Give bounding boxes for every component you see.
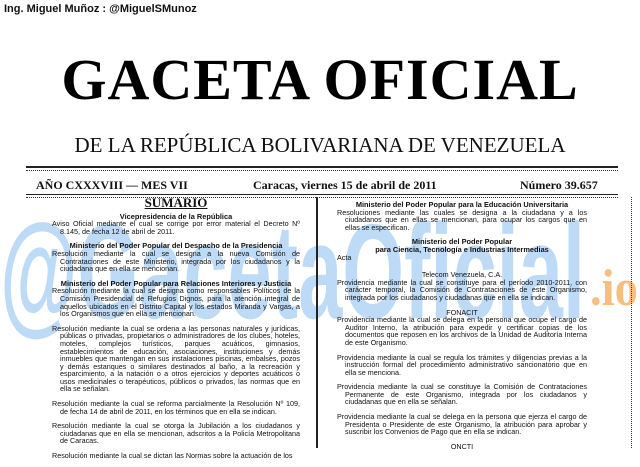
section-title: Ministerio del Poder Popular para Relaciones Interiores y Justicia xyxy=(60,278,292,288)
right-column xyxy=(337,201,587,450)
year-month: AÑO CXXXVIII — MES VII xyxy=(36,178,188,192)
summary-item: Resolución mediante la cual se designa a la nueva Comisión de Contrataciones de este Ministerio, integrada por los ciudadanos y la ciudadana que en ella se mencionan. xyxy=(52,248,300,274)
summary-item: Providencia mediante la cual se delega en la persona que ocupe el cargo de Auditor Interno, la atribución para expedir y certificar copias de los documentos que reposen en los archivos de la Unidad de Auditoría Interna de este Organismo. xyxy=(337,315,587,347)
summary-item: Providencia mediante la cual se constituye para el período 2010-2011, con carácter temporal, la Comisión de Contrataciones de este Organismo, integrada por los ciudadanos y ciudadanas que en ella se indican. xyxy=(337,277,587,302)
summary-item: Resolución mediante la cual se ordena a las personas naturales y jurídicas, públicas o privadas, propietarios o administradores de los clubes, hoteles, moteles, complejos turísticos, parques acuáticos, gimnasios, establecimientos de educación, asociaciones, instituciones y demás inmuebles que mantengan en sus instalaciones piscinas, embalses, pozos y demás estanques o similares destinados al baño, a la recreación y esparcimiento, a la natación o a otros ejercicios y deportes acuáticos o usos medicinales o terapéuticos, públicos o privados, las normas que en ella se señalan. xyxy=(52,323,300,394)
divider xyxy=(26,166,618,168)
section-title: Vicepresidencia de la República xyxy=(119,211,233,221)
svg-text:@GacetaOficial: @GacetaOficial xyxy=(0,200,585,340)
summary-item: Resolución mediante la cual se dictan las Normas sobre la actuación de los xyxy=(52,451,293,461)
summary-item: Providencia mediante la cual se delega en la persona que ejerza el cargo de Presidenta o Presidente de este Organismo, la atribución para aprobar y suscribir los Convenios de Pago que en ella se indican. xyxy=(337,412,587,437)
entity-title: Telecom Venezuela, C.A. xyxy=(421,270,503,280)
left-column xyxy=(52,195,300,467)
summary-item: Resolución mediante la cual se otorga la Jubilación a los ciudadanos y ciudadanas que en ella se mencionan, adscritos a la Policía Metropolitana de Caracas. xyxy=(52,421,300,446)
divider xyxy=(26,194,618,195)
summary-item: Resoluciones mediante las cuales se designa a la ciudadana y a los ciudadanos que en ellas se mencionan, para ocupar los cargos que en ellas se especifican. xyxy=(337,207,587,232)
entity-title: FONACIT xyxy=(446,307,478,317)
section-title: Ministerio del Poder Popular del Despacho de la Presidencia xyxy=(69,241,283,251)
section-title: para Ciencia, Tecnología e Industrias Intermedias xyxy=(375,244,549,254)
svg-text:.io: .io xyxy=(590,260,638,317)
divider xyxy=(26,197,618,198)
masthead-title: GACETA OFICIAL xyxy=(61,47,579,112)
issue-number: Número 39.657 xyxy=(520,178,598,192)
author-credit: Ing. Miguel Muñoz : @MiguelSMunoz xyxy=(4,3,197,15)
column-divider xyxy=(316,197,318,448)
page-edge xyxy=(631,197,632,448)
summary-item: Resolución mediante la cual se designa como responsables Políticos de la Comisión Presidencial de Refugios Dignos, para la atención integral de aquellos ubicados en el Distrito Capital y los estados Miranda y Vargas, a los Organismos que en ella se mencionan. xyxy=(52,286,300,319)
section-title: Ministerio del Poder Popular para la Educación Universitaria xyxy=(355,200,569,209)
summary-item: Aviso Oficial mediante el cual se corrige por error material el Decreto Nº 8.145, de fecha 12 de abril de 2011. xyxy=(52,219,300,236)
masthead-subtitle: DE LA REPÚBLICA BOLIVARIANA DE VENEZUELA xyxy=(74,133,566,157)
section-title: Ministerio del Poder Popular xyxy=(411,237,513,247)
summary-item: Providencia mediante la cual se regula los trámites y diligencias previas a la instrucción formal del procedimiento administrativo sancionatorio que en ella se menciona. xyxy=(337,352,587,377)
divider xyxy=(26,170,618,171)
summary-item: Providencia mediante la cual se constituye la Comisión de Contrataciones Permanente de este Organismo, integrada por los ciudadanos y ciudadanas que en ella se señalan. xyxy=(337,382,587,407)
entity-title: ONCTI xyxy=(450,441,474,451)
act-label: Acta xyxy=(337,252,352,262)
issue-date: Caracas, viernes 15 de abril de 2011 xyxy=(253,178,437,192)
summary-item: Resolución mediante la cual se reforma parcialmente la Resolución Nº 109, de fecha 14 de abril de 2011, en los términos que en ella se indican. xyxy=(52,399,300,416)
summary-heading: SUMARIO xyxy=(144,195,208,210)
